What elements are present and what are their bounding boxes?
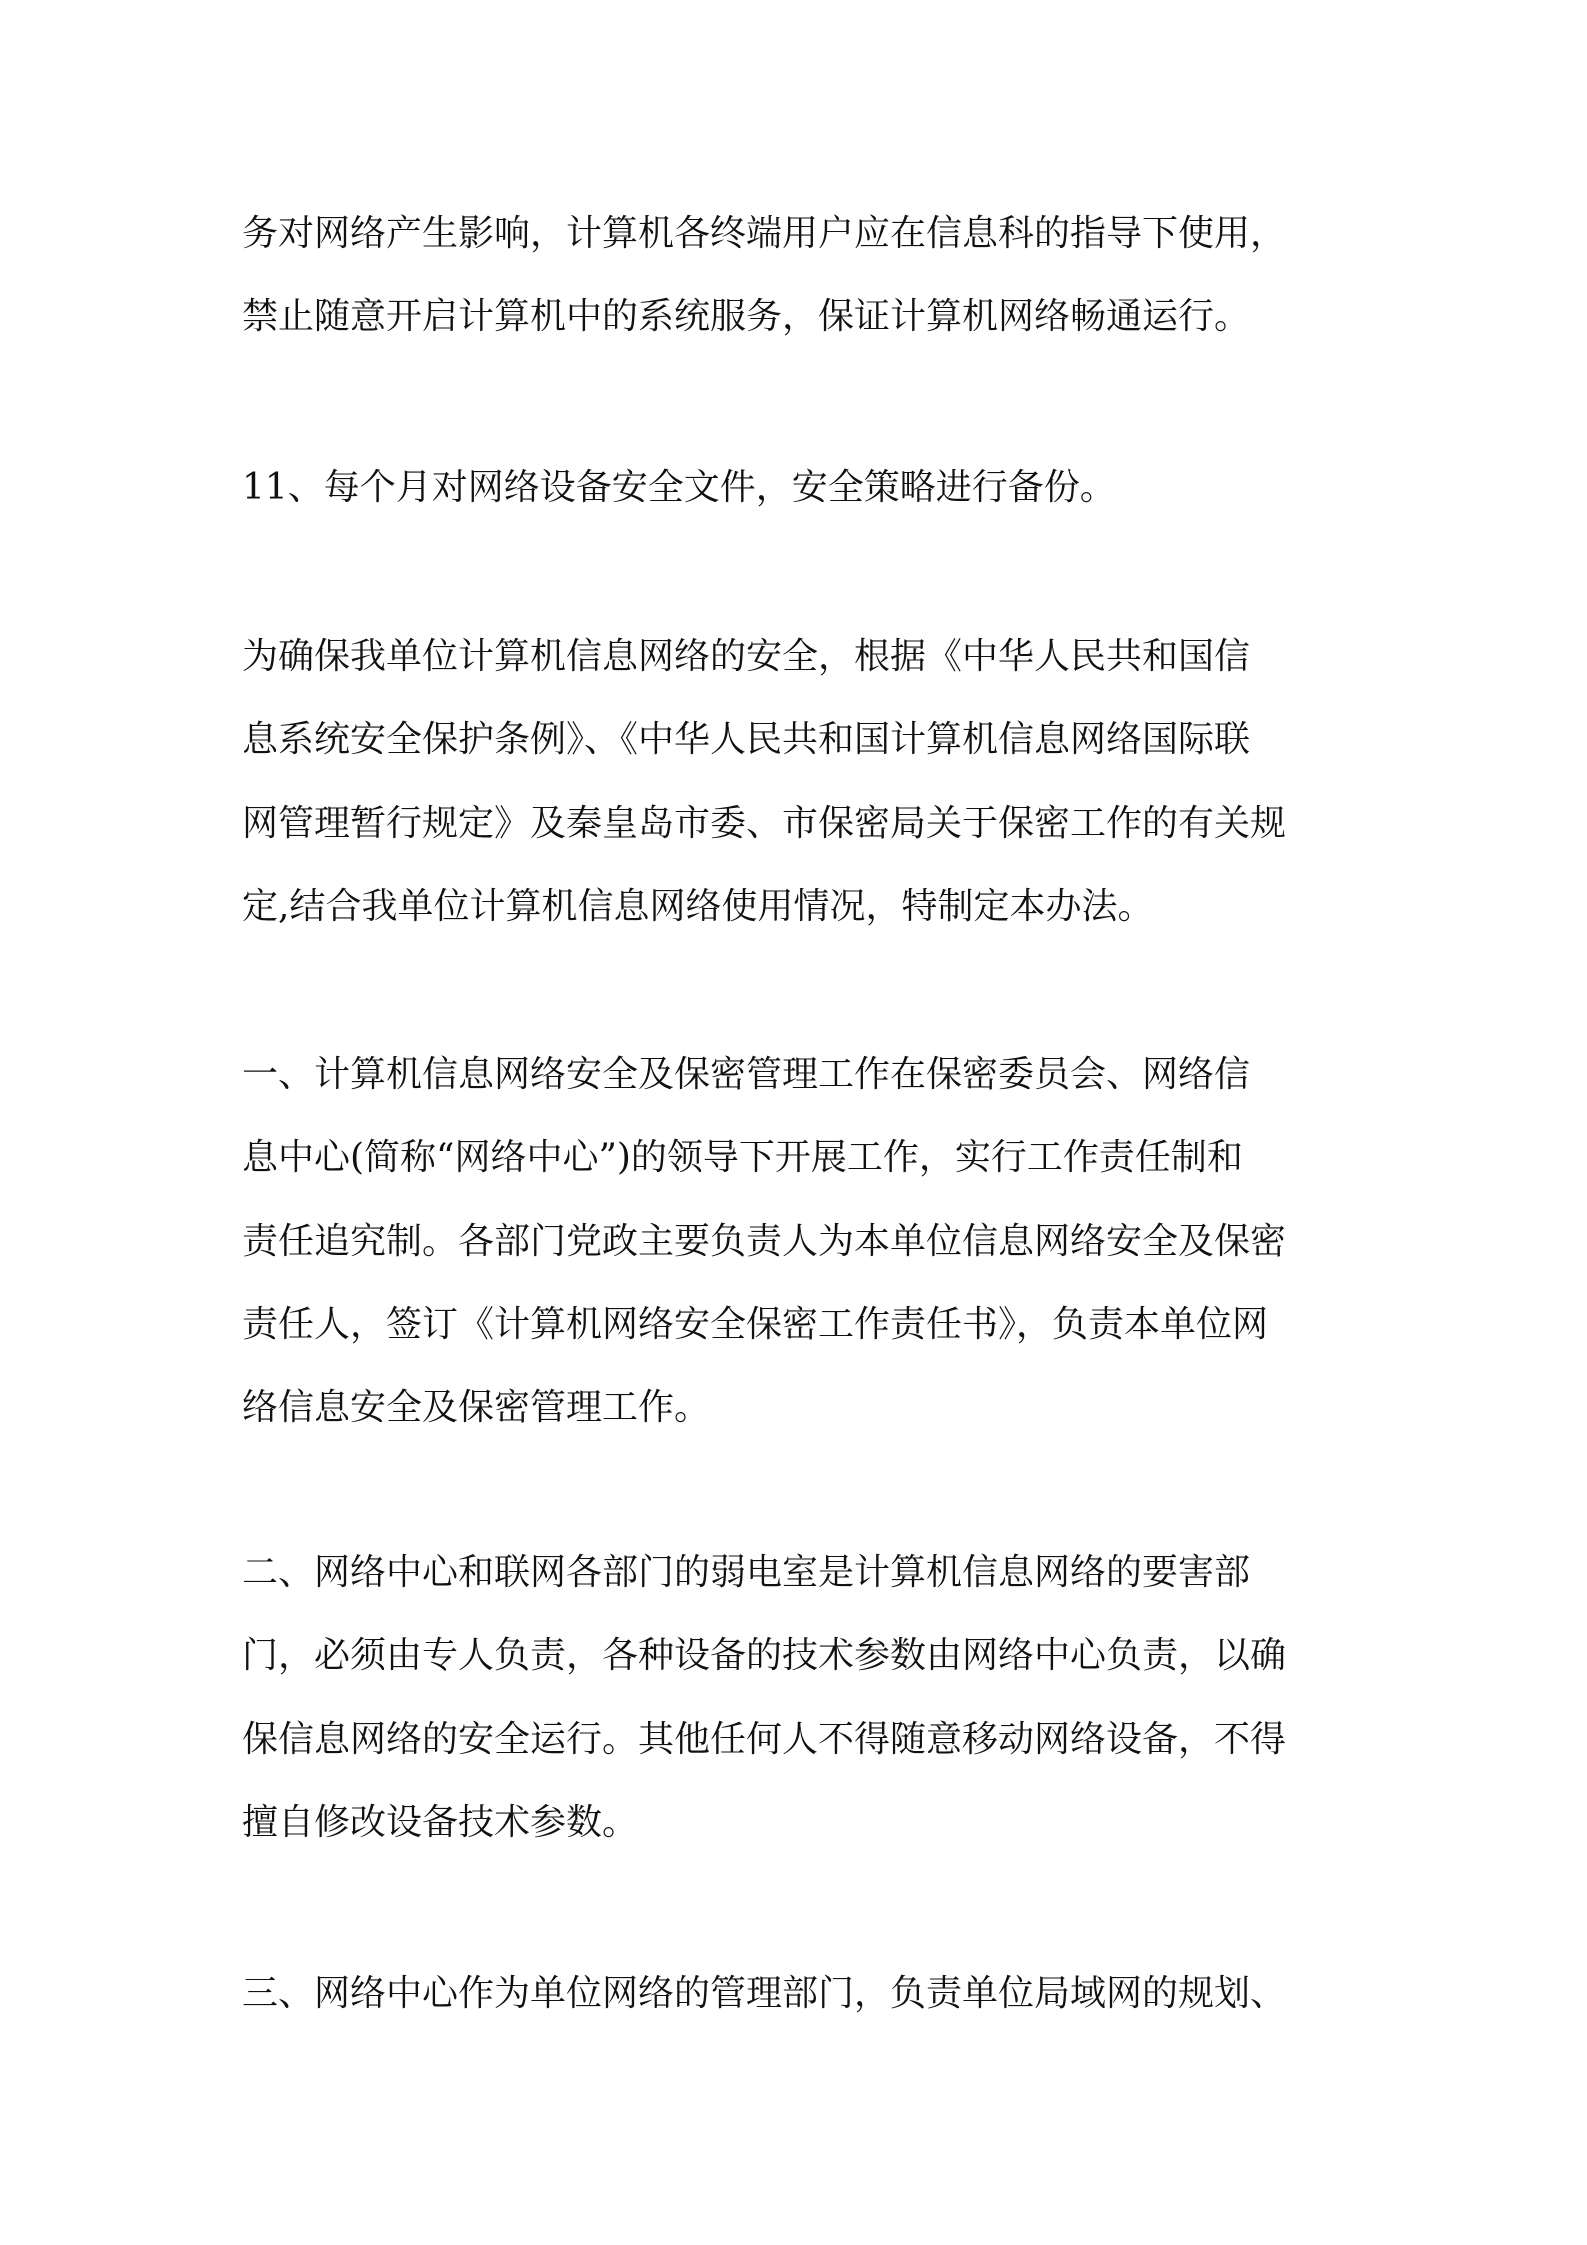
- text-line: 保信息网络的安全运行。其他任何人不得随意移动网络设备，不得: [242, 1718, 1287, 1760]
- paragraph-item-11: [242, 446, 1362, 529]
- text-line: 务对网络产生影响，计算机各终端用户应在信息科的指导下使用，: [242, 213, 1287, 254]
- paragraph-preamble: [242, 615, 1362, 948]
- text-line: 门，必须由专人负责，各种设备的技术参数由网络中心负责，以确: [242, 1635, 1287, 1677]
- text-line: 息中心(简称“网络中心”)的领导下开展工作，实行工作责任制和: [242, 1137, 1243, 1179]
- text-line: 网管理暂行规定》及秦皇岛市委、市保密局关于保密工作的有关规: [242, 802, 1287, 844]
- paragraph-section-3: [242, 1952, 1362, 2035]
- text-line: 擅自修改设备技术参数。: [242, 1801, 639, 1843]
- paragraph-section-2: [242, 1531, 1362, 1864]
- text-line: 二、网络中心和联网各部门的弱电室是计算机信息网络的要害部: [242, 1552, 1251, 1593]
- paragraph-continuation: [242, 192, 1362, 359]
- text-line: 络信息安全及保密管理工作。: [242, 1387, 711, 1429]
- text-line: 11、每个月对网络设备安全文件，安全策略进行备份。: [242, 467, 1116, 508]
- text-line: 责任追究制。各部门党政主要负责人为本单位信息网络安全及保密: [242, 1220, 1287, 1262]
- text-line: 一、计算机信息网络安全及保密管理工作在保密委员会、网络信: [242, 1054, 1251, 1095]
- text-line: 责任人，签订《计算机网络安全保密工作责任书》，负责本单位网: [242, 1303, 1269, 1345]
- paragraph-section-1: [242, 1033, 1362, 1449]
- text-line: 为确保我单位计算机信息网络的安全，根据《中华人民共和国信: [242, 636, 1251, 677]
- text-line: 息系统安全保护条例》、《中华人民共和国计算机信息网络国际联: [242, 719, 1251, 761]
- text-line: 定,结合我单位计算机信息网络使用情况，特制定本办法。: [242, 885, 1154, 927]
- text-line: 禁止随意开启计算机中的系统服务，保证计算机网络畅通运行。: [242, 296, 1251, 338]
- text-line: 三、网络中心作为单位网络的管理部门，负责单位局域网的规划、: [242, 1973, 1287, 2014]
